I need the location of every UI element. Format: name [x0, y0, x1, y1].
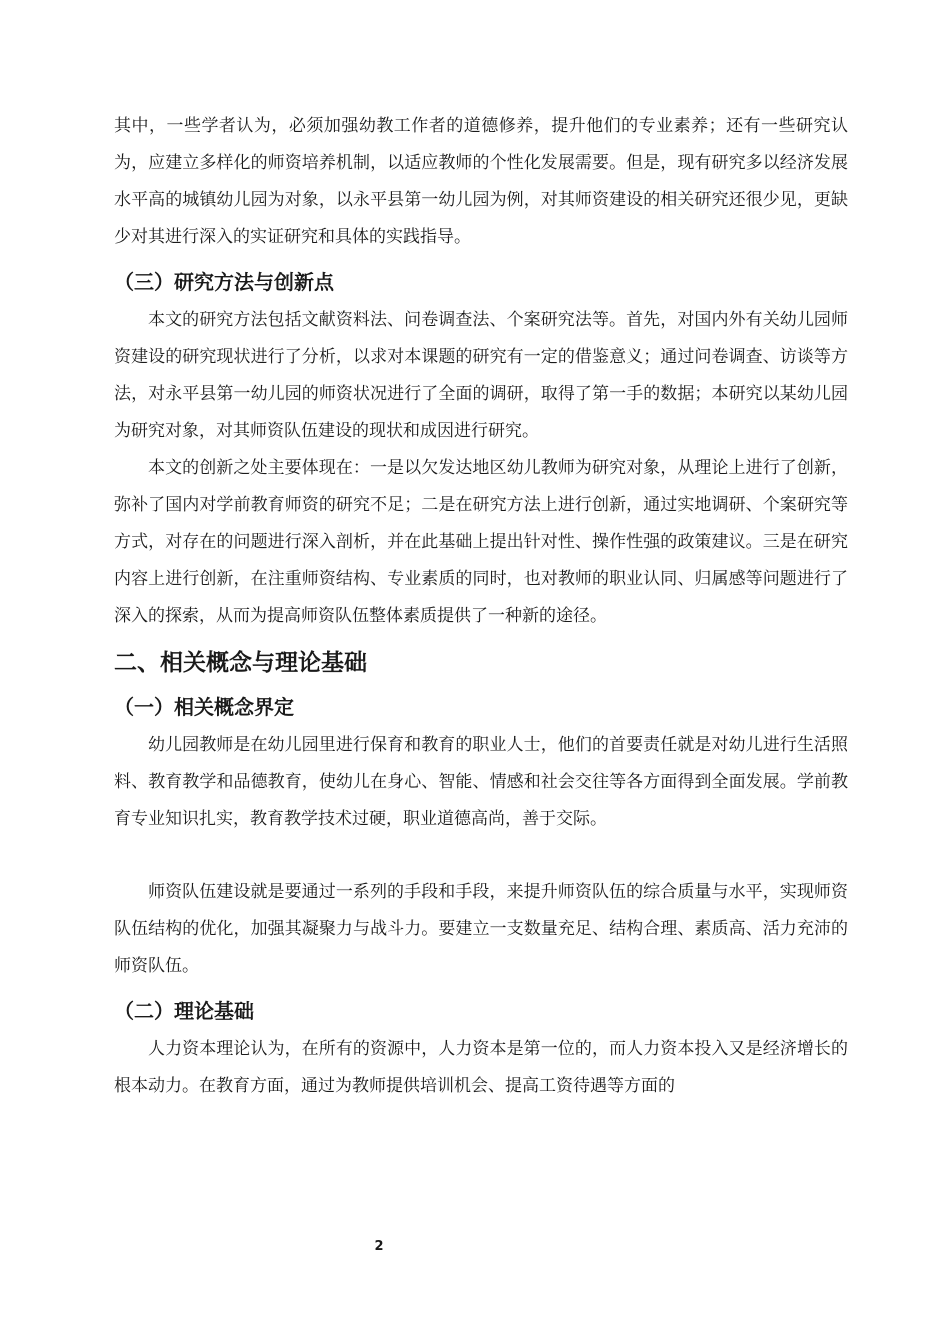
section-heading-concepts: （一）相关概念界定: [114, 695, 294, 719]
page-number: 2: [374, 1239, 384, 1254]
paragraph-theory-1: 人力资本理论认为，在所有的资源中，人力资本是第一位的，而人力资本投入又是经济增长的根本动力。在教育方面，通过为教师提供培训机会、提高工资待遇等方面的: [114, 1039, 848, 1096]
paragraph-spacer: [114, 838, 848, 874]
chapter-heading-2: 二、相关概念与理论基础: [114, 650, 367, 676]
paragraph-methods-1: 本文的研究方法包括文献资料法、问卷调查法、个案研究法等。首先，对国内外有关幼儿园师资建设的研究现状进行了分析，以求对本课题的研究有一定的借鉴意义；通过问卷调查、访谈等方法，对永平县第一幼儿园的师资状况进行了全面的调研，取得了第一手的数据；本研究以某幼儿园为研究对象，对其师资队伍建设的现状和成因进行研究。: [114, 310, 848, 441]
page-content: [114, 108, 848, 1105]
section-heading-theory: （二）理论基础: [114, 999, 254, 1023]
section-heading-methods: （三）研究方法与创新点: [114, 270, 334, 294]
paragraph-concepts-1: 幼儿园教师是在幼儿园里进行保育和教育的职业人士，他们的首要责任就是对幼儿进行生活照料、教育教学和品德教育，使幼儿在身心、智能、情感和社会交往等各方面得到全面发展。学前教育专业知识扎实，教育教学技术过硬，职业道德高尚，善于交际。: [114, 735, 848, 829]
paragraph-intro: 其中，一些学者认为，必须加强幼教工作者的道德修养，提升他们的专业素养；还有一些研究认为，应建立多样化的师资培养机制，以适应教师的个性化发展需要。但是，现有研究多以经济发展水平高的城镇幼儿园为对象，以永平县第一幼儿园为例，对其师资建设的相关研究还很少见，更缺少对其进行深入的实证研究和具体的实践指导。: [114, 116, 848, 247]
paragraph-concepts-2: 师资队伍建设就是要通过一系列的手段和手段，来提升师资队伍的综合质量与水平，实现师资队伍结构的优化，加强其凝聚力与战斗力。要建立一支数量充足、结构合理、素质高、活力充沛的师资队伍。: [114, 882, 848, 976]
paragraph-methods-2: 本文的创新之处主要体现在：一是以欠发达地区幼儿教师为研究对象，从理论上进行了创新，弥补了国内对学前教育师资的研究不足；二是在研究方法上进行创新，通过实地调研、个案研究等方式，对存在的问题进行深入剖析，并在此基础上提出针对性、操作性强的政策建议。三是在研究内容上进行创新，在注重师资结构、专业素质的同时，也对教师的职业认同、归属感等问题进行了深入的探索，从而为提高师资队伍整体素质提供了一种新的途径。: [114, 458, 848, 626]
